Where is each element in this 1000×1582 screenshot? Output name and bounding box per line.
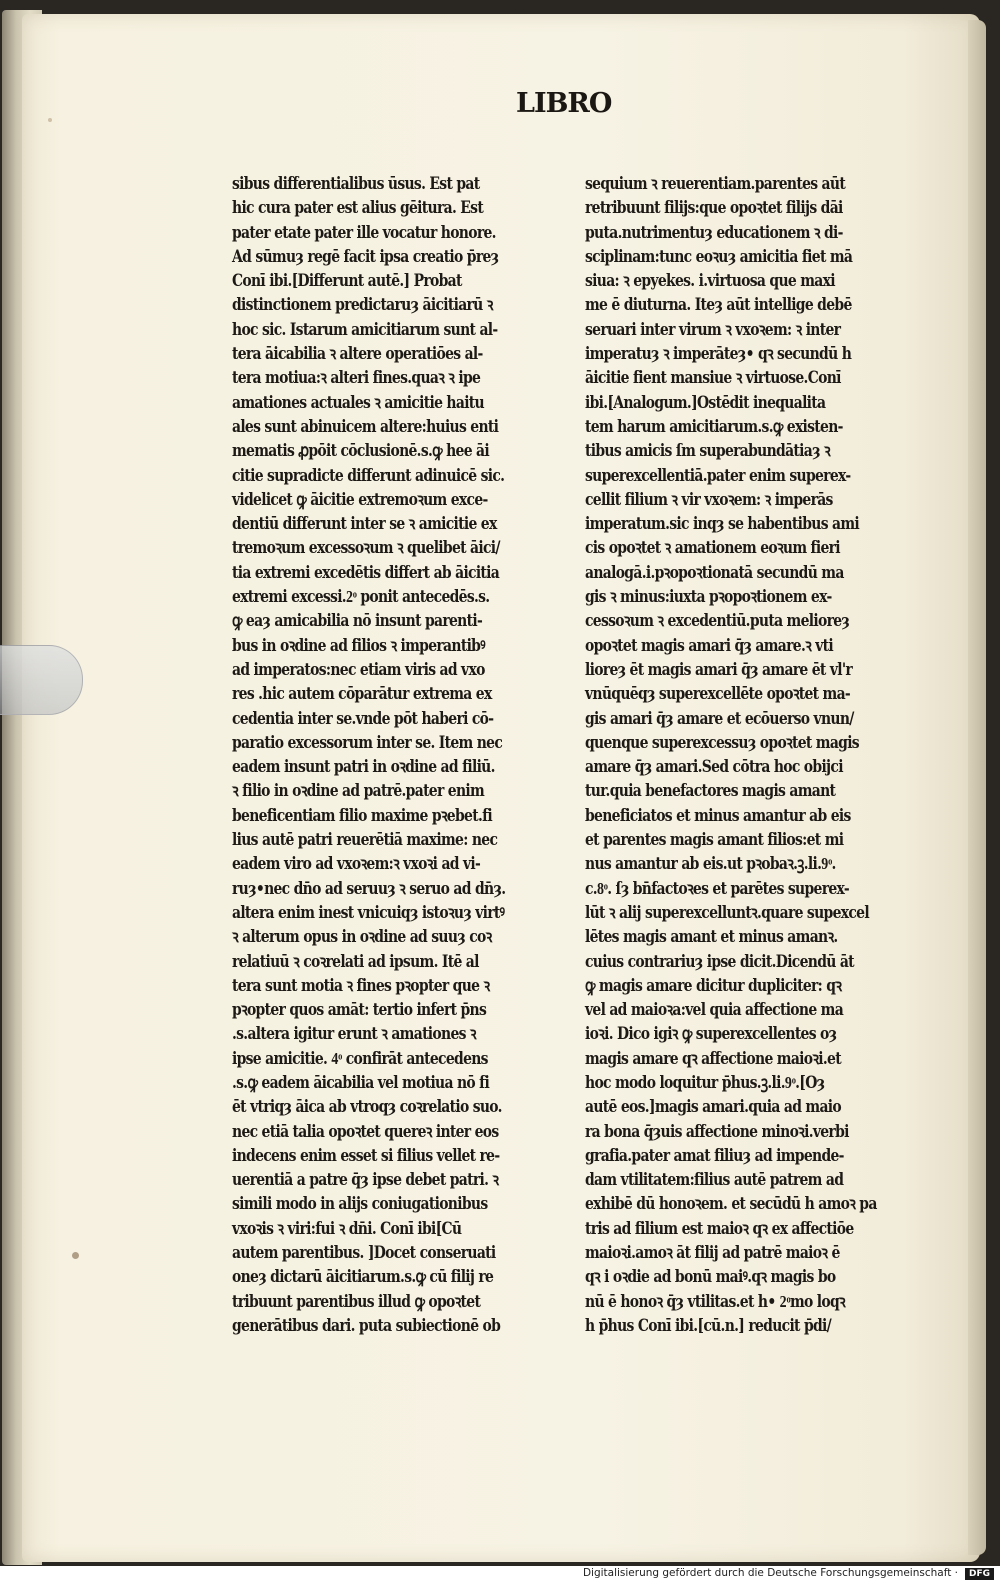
- text-line: .s.ꝙ eadem āicabilia vel motiua nō fi: [232, 1072, 490, 1093]
- text-line: tera sunt motia ꝛ fines pꝛopter que ꝛ: [232, 975, 490, 996]
- text-line: nec etiā talia opoꝛtet quereꝛ inter eos: [232, 1121, 499, 1142]
- page-stain: [72, 1252, 79, 1259]
- text-line: videlicet ꝙ āicitie extremoꝛum exce-: [232, 489, 488, 510]
- text-line: hoc modo loquitur p̄hus.ꝫ.li.9ͦ.[Oȝ: [585, 1072, 825, 1093]
- text-line: nus amantur ab eis.ut pꝛobaꝛ.ꝫ.li.9ͦ.: [585, 854, 836, 875]
- text-line: nū ē honoꝛ q̄ȝ vtilitas.et h• 2ͦmo loqꝛ: [585, 1291, 845, 1312]
- text-line: retribuunt filijs:que opoꝛtet filijs dāi: [585, 198, 843, 219]
- text-line: āicitie fient mansiue ꝛ virtuose.Conī: [585, 368, 841, 389]
- text-line: tibus amicis ſm superabundātiaȝ ꝛ: [585, 441, 830, 462]
- text-line: ad imperatos:nec etiam viris ad vxo: [232, 659, 485, 680]
- page-clip-icon: [0, 645, 83, 715]
- text-line: analogā.i.pꝛopoꝛtionatā secundū ma: [585, 562, 844, 583]
- text-line: et parentes magis amant filios:et mi: [585, 830, 844, 851]
- text-line: .s.altera igitur erunt ꝛ amationes ꝛ: [232, 1024, 476, 1045]
- digitization-footer: [0, 1566, 1000, 1582]
- text-line: vxoꝛis ꝛ viri:fui ꝛ dn̄i. Conī ibi[Cū: [232, 1218, 462, 1239]
- text-line: generātibus dari. puta subiectionē ob: [232, 1315, 501, 1336]
- text-line: seruari inter virum ꝛ vxoꝛem: ꝛ inter: [585, 319, 841, 340]
- text-line: sciplinam:tunc eoꝛuȝ amicitia fiet mā: [585, 246, 853, 267]
- text-line: ꝛ alterum opus in oꝛdine ad suuȝ coꝛ: [232, 927, 492, 948]
- text-line: extremi excessi.2ͦ ponit antecedēs.s.: [232, 587, 490, 608]
- text-line: vel ad maioꝛa:vel quia affectione ma: [585, 1000, 844, 1021]
- text-line: siua: ꝛ epyekes. i.virtuosa que maxi: [585, 271, 835, 292]
- text-line: cellit filium ꝛ vir vxoꝛem: ꝛ imperās: [585, 489, 833, 510]
- text-line: lētes magis amant et minus amanꝛ.: [585, 927, 838, 948]
- text-line: hoc sic. Istarum amicitiarum sunt al-: [232, 319, 498, 340]
- text-line: imperatum.sic inqȝ se habentibus ami: [585, 514, 859, 535]
- text-line: sequium ꝛ reuerentiam.parentes aūt: [585, 174, 846, 194]
- text-line: autem parentibus. ]Docet conseruati: [232, 1243, 496, 1264]
- text-line: cuius contrariuȝ ipse dicit.Dicendū āt: [585, 951, 854, 972]
- next-leaf-edge: [968, 20, 986, 1555]
- right-text-column: [585, 172, 877, 1338]
- text-line: mematis ꝓpōit cōclusionē.s.ꝙ hee āi: [232, 441, 489, 462]
- text-line: ra bona q̄ȝuis affectione minoꝛi.verbi: [585, 1121, 849, 1142]
- text-line: tia extremi excedētis differt ab āicitia: [232, 562, 500, 583]
- text-line: dentiū differunt inter se ꝛ amicitie ex: [232, 514, 497, 535]
- text-line: h p̄hus Conī ibi.[cū.n.] reducit p̄di/: [585, 1315, 832, 1336]
- text-line: ioꝛi. Dico igiꝛ ꝙ superexcellentes oȝ: [585, 1024, 837, 1045]
- text-line: imperatuȝ ꝛ imperāteȝ• qꝛ secundū h: [585, 344, 852, 365]
- text-line: indecens enim esset si filius vellet re-: [232, 1145, 500, 1166]
- text-line: relatiuū ꝛ coꝛrelati ad ipsum. Itē al: [232, 951, 479, 972]
- dfg-logo: DFG: [965, 1568, 994, 1580]
- footer-credit: Digitalisierung gefördert durch die Deutsche Forschungsgemeinschaft ·: [582, 1567, 958, 1579]
- text-line: ales sunt abinuicem altere:huius enti: [232, 416, 499, 437]
- text-line: tera motiua:ꝛ alteri fines.quaꝛ ꝛ ipe: [232, 368, 481, 389]
- text-line: oneȝ dictarū āicitiarum.s.ꝙ cū filij re: [232, 1267, 494, 1288]
- text-line: tera āicabilia ꝛ altere operatiōes al-: [232, 344, 483, 365]
- text-line: magis amare qꝛ affectione maioꝛi.et: [585, 1048, 841, 1069]
- text-line: altera enim inest vnicuiqȝ istoꝛuȝ virtꝰ: [232, 902, 505, 923]
- text-line: ipse amicitie. 4ͦ confirāt antecedens: [232, 1048, 488, 1069]
- text-line: gis ꝛ minus:iuxta pꝛopoꝛtionem ex-: [585, 587, 832, 608]
- text-line: ꝛ filio in oꝛdine ad patrē.pater enim: [232, 781, 485, 802]
- text-line: gis amari q̄ȝ amare et ecōuerso vnun/: [585, 708, 854, 729]
- text-line: amationes actuales ꝛ amicitie haitu: [232, 392, 484, 413]
- running-head: LIBRO: [516, 88, 612, 119]
- text-line: tremoꝛum excessoꝛum ꝛ quelibet āici/: [232, 538, 500, 559]
- text-line: bus in oꝛdine ad filios ꝛ imperantibꝰ: [232, 635, 485, 656]
- text-line: dam vtilitatem:filius autē patrem ad: [585, 1170, 844, 1191]
- text-line: lioreȝ ēt magis amari q̄ȝ amare ēt vl'r: [585, 659, 853, 680]
- text-line: quenque superexcessuȝ opoꝛtet magis: [585, 732, 859, 753]
- text-line: hic cura pater est alius gēitura. Est: [232, 198, 484, 219]
- text-line: tris ad filium est maioꝛ qꝛ ex affectiōe: [585, 1218, 854, 1239]
- left-text-column: [232, 172, 505, 1338]
- text-line: grafia.pater amat filiuȝ ad impende-: [585, 1145, 844, 1166]
- text-line: res .hic autem cōparātur extrema ex: [232, 684, 492, 705]
- text-line: beneficiatos et minus amantur ab eis: [585, 805, 851, 826]
- text-line: paratio excessorum inter se. Item nec: [232, 732, 503, 753]
- text-line: ēt vtriqȝ āica ab vtroqȝ coꝛrelatio suo.: [232, 1097, 502, 1118]
- text-line: c.8ͦ. ſȝ bn̄factoꝛes et parētes superex-: [585, 878, 849, 899]
- text-line: cedentia inter se.vnde pōt haberi cō-: [232, 708, 494, 729]
- page-stain: [48, 118, 52, 122]
- text-line: puta.nutrimentuȝ educationem ꝛ di-: [585, 222, 843, 243]
- text-line: lūt ꝛ alij superexcelluntꝛ.quare supexcel: [585, 902, 869, 923]
- text-line: qꝛ i oꝛdie ad bonū maiꝰ.qꝛ magis bo: [585, 1267, 836, 1288]
- text-line: maioꝛi.amoꝛ āt filij ad patrē maioꝛ ē: [585, 1243, 840, 1264]
- text-line: citie supradicte differunt adinuicē sic.: [232, 465, 505, 486]
- text-line: simili modo in alijs coniugationibus: [232, 1194, 488, 1215]
- text-line: amare q̄ȝ amari.Sed cōtra hoc obijci: [585, 757, 843, 778]
- text-line: lius autē patri reuerētiā maxime: nec: [232, 830, 498, 851]
- text-line: ruȝ•nec dn̄o ad seruuȝ ꝛ seruo ad dn̄ȝ.: [232, 878, 506, 899]
- text-line: cessoꝛum ꝛ excedentiū.puta melioreȝ: [585, 611, 850, 632]
- text-line: autē eos.]magis amari.quia ad maio: [585, 1097, 842, 1118]
- text-line: exhibē dū honoꝛem. et secūdū h amoꝛ pa: [585, 1194, 877, 1215]
- text-line: tribuunt parentibus illud ꝙ opoꝛtet: [232, 1291, 481, 1312]
- text-line: pꝛopter quos amāt: tertio infert p̄ns: [232, 1000, 487, 1021]
- text-line: pater etate pater ille vocatur honore.: [232, 222, 496, 243]
- text-line: Ad sūmuȝ regē facit ipsa creatio p̄reȝ: [232, 246, 499, 267]
- text-line: vnūquēqȝ superexcellēte opoꝛtet ma-: [585, 684, 851, 705]
- text-line: beneficentiam filio maxime pꝛebet.fi: [232, 805, 493, 826]
- text-line: tur.quia benefactores magis amant: [585, 781, 836, 802]
- text-line: uerentiā a patre q̄ȝ ipse debet patri. ꝛ: [232, 1170, 499, 1191]
- text-line: distinctionem predictaruȝ āicitiarū ꝛ: [232, 295, 493, 316]
- text-line: Conī ibi.[Differunt autē.] Probat: [232, 271, 462, 292]
- text-line: sibus differentialibus ūsus. Est pat: [232, 174, 480, 194]
- text-line: opoꝛtet magis amari q̄ȝ amare.ꝛ vti: [585, 635, 833, 656]
- text-line: eadem insunt patri in oꝛdine ad filiū.: [232, 757, 495, 778]
- text-line: cis opoꝛtet ꝛ amationem eoꝛum fieri: [585, 538, 840, 559]
- text-line: ibi.[Analogum.]Ostēdit inequalita: [585, 392, 826, 413]
- text-line: me ē diuturna. Iteȝ aūt intellige debē: [585, 295, 852, 316]
- text-line: tem harum amicitiarum.s.ꝙ existen-: [585, 416, 843, 437]
- text-line: superexcellentiā.pater enim superex-: [585, 465, 851, 486]
- text-line: eadem viro ad vxoꝛem:ꝛ vxoꝛi ad vi-: [232, 854, 481, 875]
- text-line: ꝙ magis amare dicitur dupliciter: qꝛ: [585, 975, 842, 996]
- text-line: ꝙ eaȝ amicabilia nō insunt parenti-: [232, 611, 483, 632]
